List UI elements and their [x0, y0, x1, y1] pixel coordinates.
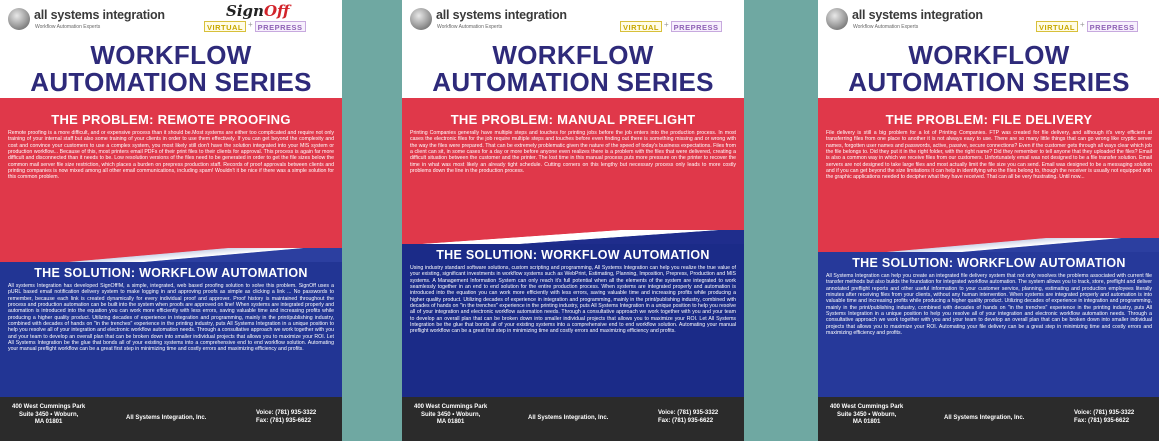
series-title: WORKFLOW AUTOMATION SERIES: [432, 40, 714, 97]
company-name: all systems integration: [34, 8, 165, 22]
footer-company: All Systems Integration, Inc.: [528, 415, 609, 421]
solution-heading: THE SOLUTION: WORKFLOW AUTOMATION: [436, 248, 710, 262]
solution-heading: THE SOLUTION: WORKFLOW AUTOMATION: [852, 256, 1126, 270]
flyer-footer: [0, 397, 342, 441]
section-divider: [818, 238, 1159, 252]
solution-text: All systems Integration has developed SignOff!M, a simple, integrated, web based proofing solution to solve this problem. SignOff uses a pURL based email notification delivery system to make logging in and approving proofs as simple as clicking a link ... No passwords to remember, because each link is created dynamically for every individual proof and approver. Proof history is maintained throughout the process and production automation can be built into the system when proofs are approved on line! When systems are integrated properly and automation is introduced into the equation you can work more efficiently with less errors, saving valuable time and increasing profits while producing a higher quality product. Utilizing decades of experience in integration and programming, mainly in the print/publishing industry, combined with decades of hands on "in the trenches" experience in the printing industry, puts All Systems Integration in a unique position to help you resolve all of your integration and electronic workflow automation needs. Through a consultative approach we work together with you and your team to develop an overall plan that can be broken down into smaller individual projects that allows you to maximize your ROI. Let All Systems Integration be the glue that bonds all of your existing systems into a comprehensive end to end workflow solution. Automating your manual preflight workflow can be a great first step in minimizing time and costly errors and maximizing efficiency and profits.: [8, 283, 334, 353]
solution-section: [818, 252, 1159, 397]
series-title: WORKFLOW AUTOMATION SERIES: [30, 40, 312, 97]
section-divider: [0, 248, 342, 262]
footer-company: All Systems Integration, Inc.: [944, 415, 1025, 421]
problem-heading: THE PROBLEM: MANUAL PREFLIGHT: [450, 112, 696, 127]
company-tagline: Workflow Automation Experts: [437, 24, 503, 30]
problem-section: [402, 98, 744, 230]
company-tagline: Workflow Automation Experts: [853, 24, 919, 30]
flyer-header: [818, 0, 1159, 40]
flyer-header: [402, 0, 744, 40]
problem-heading: THE PROBLEM: REMOTE PROOFING: [51, 112, 291, 127]
solution-section: [402, 244, 744, 397]
footer-address: 400 West Cummings Park Suite 3450 • Woburn, MA 01801: [830, 404, 904, 425]
flyer-manual-preflight: [402, 0, 744, 441]
footer-phone: Voice: (781) 935-3322 Fax: (781) 935-6622: [658, 410, 719, 424]
flyer-footer: [402, 397, 744, 441]
company-logo-icon: [410, 8, 432, 30]
virtual-prepress-badge: VIRTUAL + PREPRESS: [204, 10, 306, 32]
signoff-logo: SignOff: [226, 2, 290, 20]
solution-text: Using industry standard software solutions, custom scripting and programming, All Systems Integration can help you realize the true value of your existing, significant investments in workflow systems such as WebPrint, Estimating, Planning, Imposition, Prepress, Production and MIS systems. A Management Information System can only reach it's full potential when all the elements of the system are integrated to work seamlessly together in an end to end solution for the entire production process. When systems are integrated properly and automation is introduced into the equation you can work more efficiently with less errors, saving valuable time and increasing profits while producing a higher quality product. Utilizing decades of experience in integration and programming, mainly in the print/publishing industry, combined with decades of hands on "in the trenches" experience in the printing industry, puts All Systems Integration in a unique position to help you resolve all of your integration and electronic workflow automation needs. Through a consultative approach we work together with you and your team to develop an overall plan that can be broken down into smaller individual projects that allows you to maximize your ROI. Let All Systems Integration be the glue that bonds all of your existing systems into a comprehensive end to end workflow solution. Automating your manual preflight workflow can be a great first step in minimizing time and costly errors and maximizing efficiency and profits.: [410, 265, 736, 335]
footer-address: 400 West Cummings Park Suite 3450 • Woburn, MA 01801: [414, 404, 488, 425]
problem-text: File delivery is still a big problem for a lot of Printing Companies. FTP was created for file delivery, and although it's very efficient at transferring files from one place to another it is not always easy to use. There are so many little things that can go wrong like cryptic server names, forgotten user names and passwords, active, passive, secure connections? Even if the customer gets through all ways clear which job the file belongs to. Did they put it in the right folder, with the right name? Did they remember to tell anyone that they uploaded the files? Email is also a common way in which we receive files from our customers. Unfortunately email was not designed to be a file transfer solution. Email servers are not designed to take large files and most actually limit the file size you can send. Email was designed to be a messaging solution and if you can get beyond the size limitations it can help in identifying who the files belong to, though the receiver is usually not equipped with the graphic applications needed to decipher what they have received. That can all be very frustrating. Until now...: [826, 130, 1152, 181]
problem-heading: THE PROBLEM: FILE DELIVERY: [885, 112, 1093, 127]
company-logo-icon: [8, 8, 30, 30]
footer-address: 400 West Cummings Park Suite 3450 • Woburn, MA 01801: [12, 404, 86, 425]
flyer-header: [0, 0, 342, 40]
flyer-file-delivery: [818, 0, 1159, 441]
solution-section: [0, 262, 342, 397]
problem-text: Remote proofing is a more difficult, and or expensive process than it should be.Most systems are either too complicated and require not only training of your internal staff but also some training of your clients in order to use them effectively. If you can get beyond the complexity and cost and convince your customers to use a complex system, you most likely still don't have the solution integrated into your MIS system or production workflow... Because of this, most printers email PDFs of their print files to their clients for approval. This process is again far more difficult and disconnected than it needs to be. Low resolution versions of the files need to be generated in order to get the file sizes below the common mail server file size restriction, which places a burden on prepress production staff. Records of proof approvals between clients and printing companies is now mixed among all other email communications, including spam! Wouldn't it be nice if there was a simple solution for this common problem.: [8, 130, 334, 181]
footer-phone: Voice: (781) 935-3322 Fax: (781) 935-6622: [1074, 410, 1135, 424]
flyer-footer: [818, 397, 1159, 441]
problem-section: [0, 98, 342, 248]
problem-text: Printing Companies generally have multiple steps and touches for printing jobs before the job enters into the production process. In most cases the electronic files for the job require multiple steps and touches before even finding out there is something missing and or wrong with the way the files were prepared. That can be extremely problematic given the nature of the speed of today's business expectations. Files from a client can sit, in some cases for a day or more before anyone even realizes there is a problem with the files that were delivered, creating a difficult situation between the customer and the printer. The lost time in this manual process puts more pressure on the printer to recover the time in what was most likely an already tight schedule. Cutting corners on this lengthy but necessary process only leads to more costly problems down the line in the production process.: [410, 130, 736, 175]
section-divider: [402, 230, 744, 244]
footer-phone: Voice: (781) 935-3322 Fax: (781) 935-6622: [256, 410, 317, 424]
problem-section: [818, 98, 1159, 238]
footer-company: All Systems Integration, Inc.: [126, 415, 207, 421]
flyer-remote-proofing: [0, 0, 342, 441]
solution-heading: THE SOLUTION: WORKFLOW AUTOMATION: [34, 266, 308, 280]
series-title: WORKFLOW AUTOMATION SERIES: [848, 40, 1130, 97]
virtual-prepress-badge: VIRTUAL + PREPRESS: [620, 10, 722, 32]
virtual-prepress-badge: VIRTUAL + PREPRESS: [1036, 10, 1138, 32]
company-name: all systems integration: [852, 8, 983, 22]
solution-text: All Systems Integration can help you create an integrated file delivery system that not only resolves the problems associated with current file transfer methods but also builds the foundation for integrated workflow automation. The system allows you to track, store, preflight and deliver annotated preflight reports and other useful information to your customer service, planning, estimating and production employees literally minutes after receiving files from your clients, without any human intervention. When systems are integrated properly and automation is into valuable time and increasing profits while producing a higher quality product. Utilizing decades of experience in integration and programming, mainly in the print/publishing industry, combined with decades of hands on "in the trenches" experience in the printing industry, puts All Systems Integration in a unique position to help you resolve all of your integration and electronic workflow automation needs. Through a consultative approach we work together with you and your team to develop an overall plan that can be broken down into smaller individual projects that allows you to maximize your ROI. Automating your file delivery can be a great step in minimizing time and costly errors and maximizing efficiency and profits.: [826, 273, 1152, 337]
company-name: all systems integration: [436, 8, 567, 22]
company-logo-icon: [826, 8, 848, 30]
company-tagline: Workflow Automation Experts: [35, 24, 101, 30]
